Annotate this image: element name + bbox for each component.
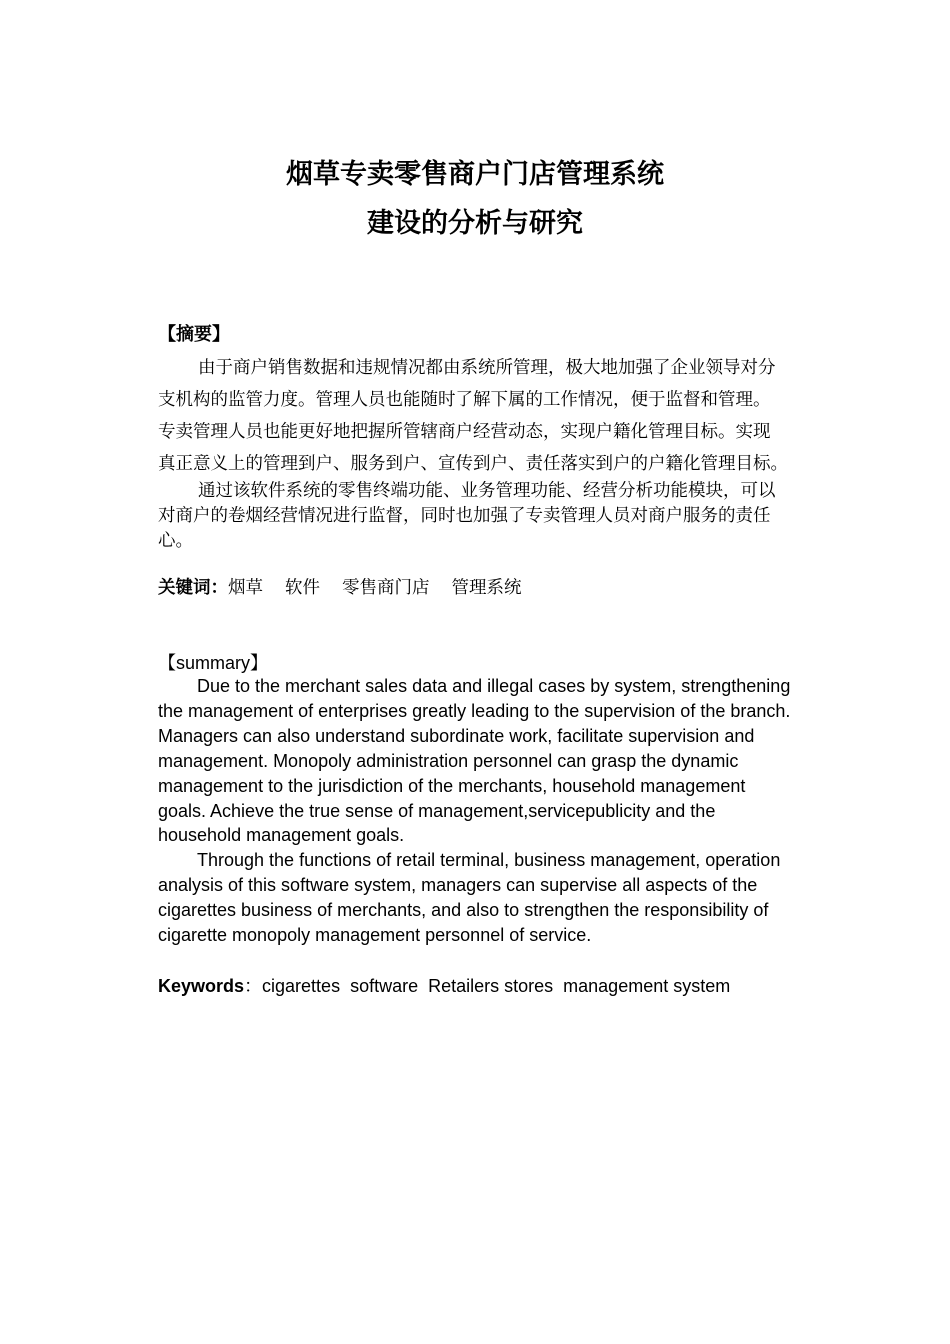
keyword-en-item: software — [350, 976, 419, 996]
abstract-p1-line: 专卖管理人员也能更好地把握所管辖商户经营动态，实现户籍化管理目标。实现 — [158, 422, 771, 442]
keyword-cn-item: 零售商门店 — [342, 578, 430, 598]
summary-p2-line: cigarettes business of merchants, and also to strengthen the responsibility of — [158, 899, 769, 920]
keyword-cn-item: 软件 — [285, 578, 320, 598]
abstract-paragraph-1 — [158, 352, 843, 480]
abstract-p2-line: 心。 — [158, 531, 193, 551]
abstract-paragraph-2 — [158, 479, 843, 554]
summary-p1-line: Due to the merchant sales data and illegal cases by system, strengthening — [197, 676, 791, 696]
keywords-en-label: Keywords — [158, 976, 245, 996]
keywords-cn-label: 关键词： — [158, 578, 228, 598]
keywords-en-separator: ： — [244, 976, 263, 997]
keyword-cn-item: 烟草 — [228, 578, 263, 598]
summary-p1-line: management to the jurisdiction of the merchants, household management — [158, 775, 746, 796]
abstract-p1-line: 支机构的监管力度。管理人员也能随时了解下属的工作情况，便于监督和管理。 — [158, 390, 771, 410]
summary-p1-line: Managers can also understand subordinate work, facilitate supervision and — [158, 725, 755, 746]
abstract-p1-line: 真正意义上的管理到户、服务到户、宣传到户、责任落实到户的户籍化管理目标。 — [158, 454, 788, 474]
keyword-cn-item: 管理系统 — [451, 578, 522, 598]
summary-paragraph-2 — [158, 848, 858, 948]
summary-p1-line: goals. Achieve the true sense of management,servicepublicity and the — [158, 800, 716, 821]
summary-p2-line: analysis of this software system, managers can supervise all aspects of the — [158, 874, 758, 895]
keyword-en-item: cigarettes — [262, 976, 341, 996]
summary-p2-line: cigarette monopoly management personnel of service. — [158, 924, 592, 945]
document-title-line-1: 烟草专卖零售商户门店管理系统 — [286, 159, 664, 190]
abstract-p1-line: 由于商户销售数据和违规情况都由系统所管理，极大地加强了企业领导对分 — [198, 358, 776, 378]
document-title-line-2: 建设的分析与研究 — [367, 208, 583, 239]
summary-heading: 【summary】 — [158, 653, 269, 673]
keywords-en — [158, 973, 730, 1000]
summary-p1-line: the management of enterprises greatly leading to the supervision of the branch. — [158, 700, 791, 721]
keywords-cn — [158, 575, 522, 601]
keyword-en-item: Retailers stores — [428, 976, 554, 996]
abstract-heading: 【摘要】 — [158, 324, 230, 345]
keyword-en-item: management system — [563, 976, 731, 996]
abstract-p2-line: 对商户的卷烟经营情况进行监督，同时也加强了专卖管理人员对商户服务的责任 — [158, 506, 771, 526]
summary-p2-line: Through the functions of retail terminal, business management, operation — [197, 850, 781, 870]
summary-p1-line: household management goals. — [158, 825, 405, 846]
abstract-p2-line: 通过该软件系统的零售终端功能、业务管理功能、经营分析功能模块，可以 — [198, 481, 776, 501]
summary-p1-line: management. Monopoly administration personnel can grasp the dynamic — [158, 750, 739, 771]
summary-paragraph-1 — [158, 674, 858, 848]
